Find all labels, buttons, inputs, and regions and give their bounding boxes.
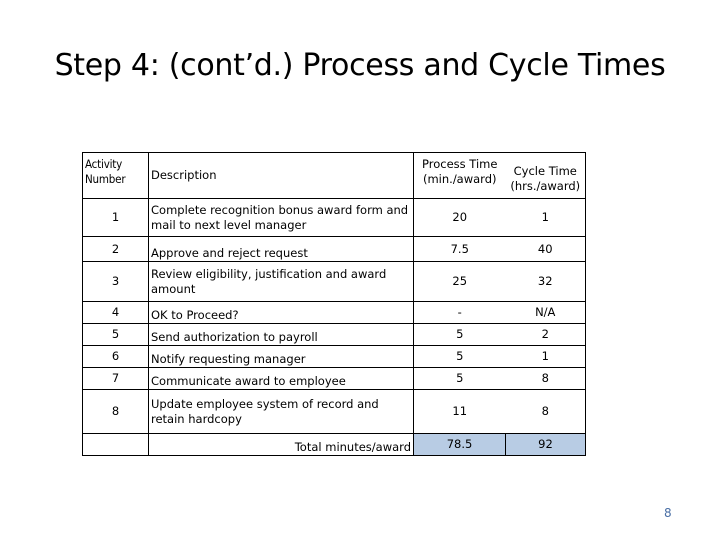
cycle-time: 32 (506, 262, 586, 302)
activity-description: Complete recognition bonus award form and mail to next level manager (149, 199, 414, 237)
activity-number: 1 (83, 199, 149, 237)
activity-number: 2 (83, 237, 149, 262)
process-time: 5 (414, 368, 506, 390)
process-time: 7.5 (414, 237, 506, 262)
cycle-time: 1 (506, 346, 586, 368)
table-row (83, 368, 586, 390)
cycle-time: 8 (506, 368, 586, 390)
cycle-time: 40 (506, 237, 586, 262)
activity-number: 7 (83, 368, 149, 390)
table-row (83, 302, 586, 324)
header-row (83, 153, 586, 199)
table-row (83, 346, 586, 368)
activity-description: OK to Proceed? (149, 302, 414, 324)
total-cycle-time: 92 (506, 434, 586, 456)
activity-number: 3 (83, 262, 149, 302)
cycle-time: 8 (506, 390, 586, 434)
process-cycle-table (82, 152, 586, 456)
activity-number: 6 (83, 346, 149, 368)
total-blank-cell (83, 434, 149, 456)
header-description: Description (149, 153, 414, 199)
slide-title: Step 4: (cont’d.) Process and Cycle Times (54, 48, 666, 83)
activity-number: 4 (83, 302, 149, 324)
activity-description: Review eligibility, justification and award amount (149, 262, 414, 302)
activity-description: Communicate award to employee (149, 368, 414, 390)
cycle-time: 2 (506, 324, 586, 346)
activity-description: Approve and reject request (149, 237, 414, 262)
page-number: 8 (664, 506, 672, 520)
activity-description: Notify requesting manager (149, 346, 414, 368)
header-process-time: Process Time (min./award) (414, 153, 506, 199)
total-process-time: 78.5 (414, 434, 506, 456)
activity-description: Update employee system of record and retain hardcopy (149, 390, 414, 434)
activity-number: 8 (83, 390, 149, 434)
header-activity-number: Activity Number (83, 153, 149, 199)
process-time: 20 (414, 199, 506, 237)
table-row (83, 390, 586, 434)
table-row (83, 237, 586, 262)
process-time: 11 (414, 390, 506, 434)
cycle-time: 1 (506, 199, 586, 237)
process-time: 5 (414, 324, 506, 346)
activity-description: Send authorization to payroll (149, 324, 414, 346)
activity-number: 5 (83, 324, 149, 346)
table-row (83, 199, 586, 237)
process-time: 5 (414, 346, 506, 368)
table-row (83, 262, 586, 302)
table-row (83, 324, 586, 346)
total-row (83, 434, 586, 456)
process-time: 25 (414, 262, 506, 302)
total-label: Total minutes/award (149, 434, 414, 456)
cycle-time: N/A (506, 302, 586, 324)
header-cycle-time: Cycle Time (hrs./award) (506, 153, 586, 199)
process-time: - (414, 302, 506, 324)
